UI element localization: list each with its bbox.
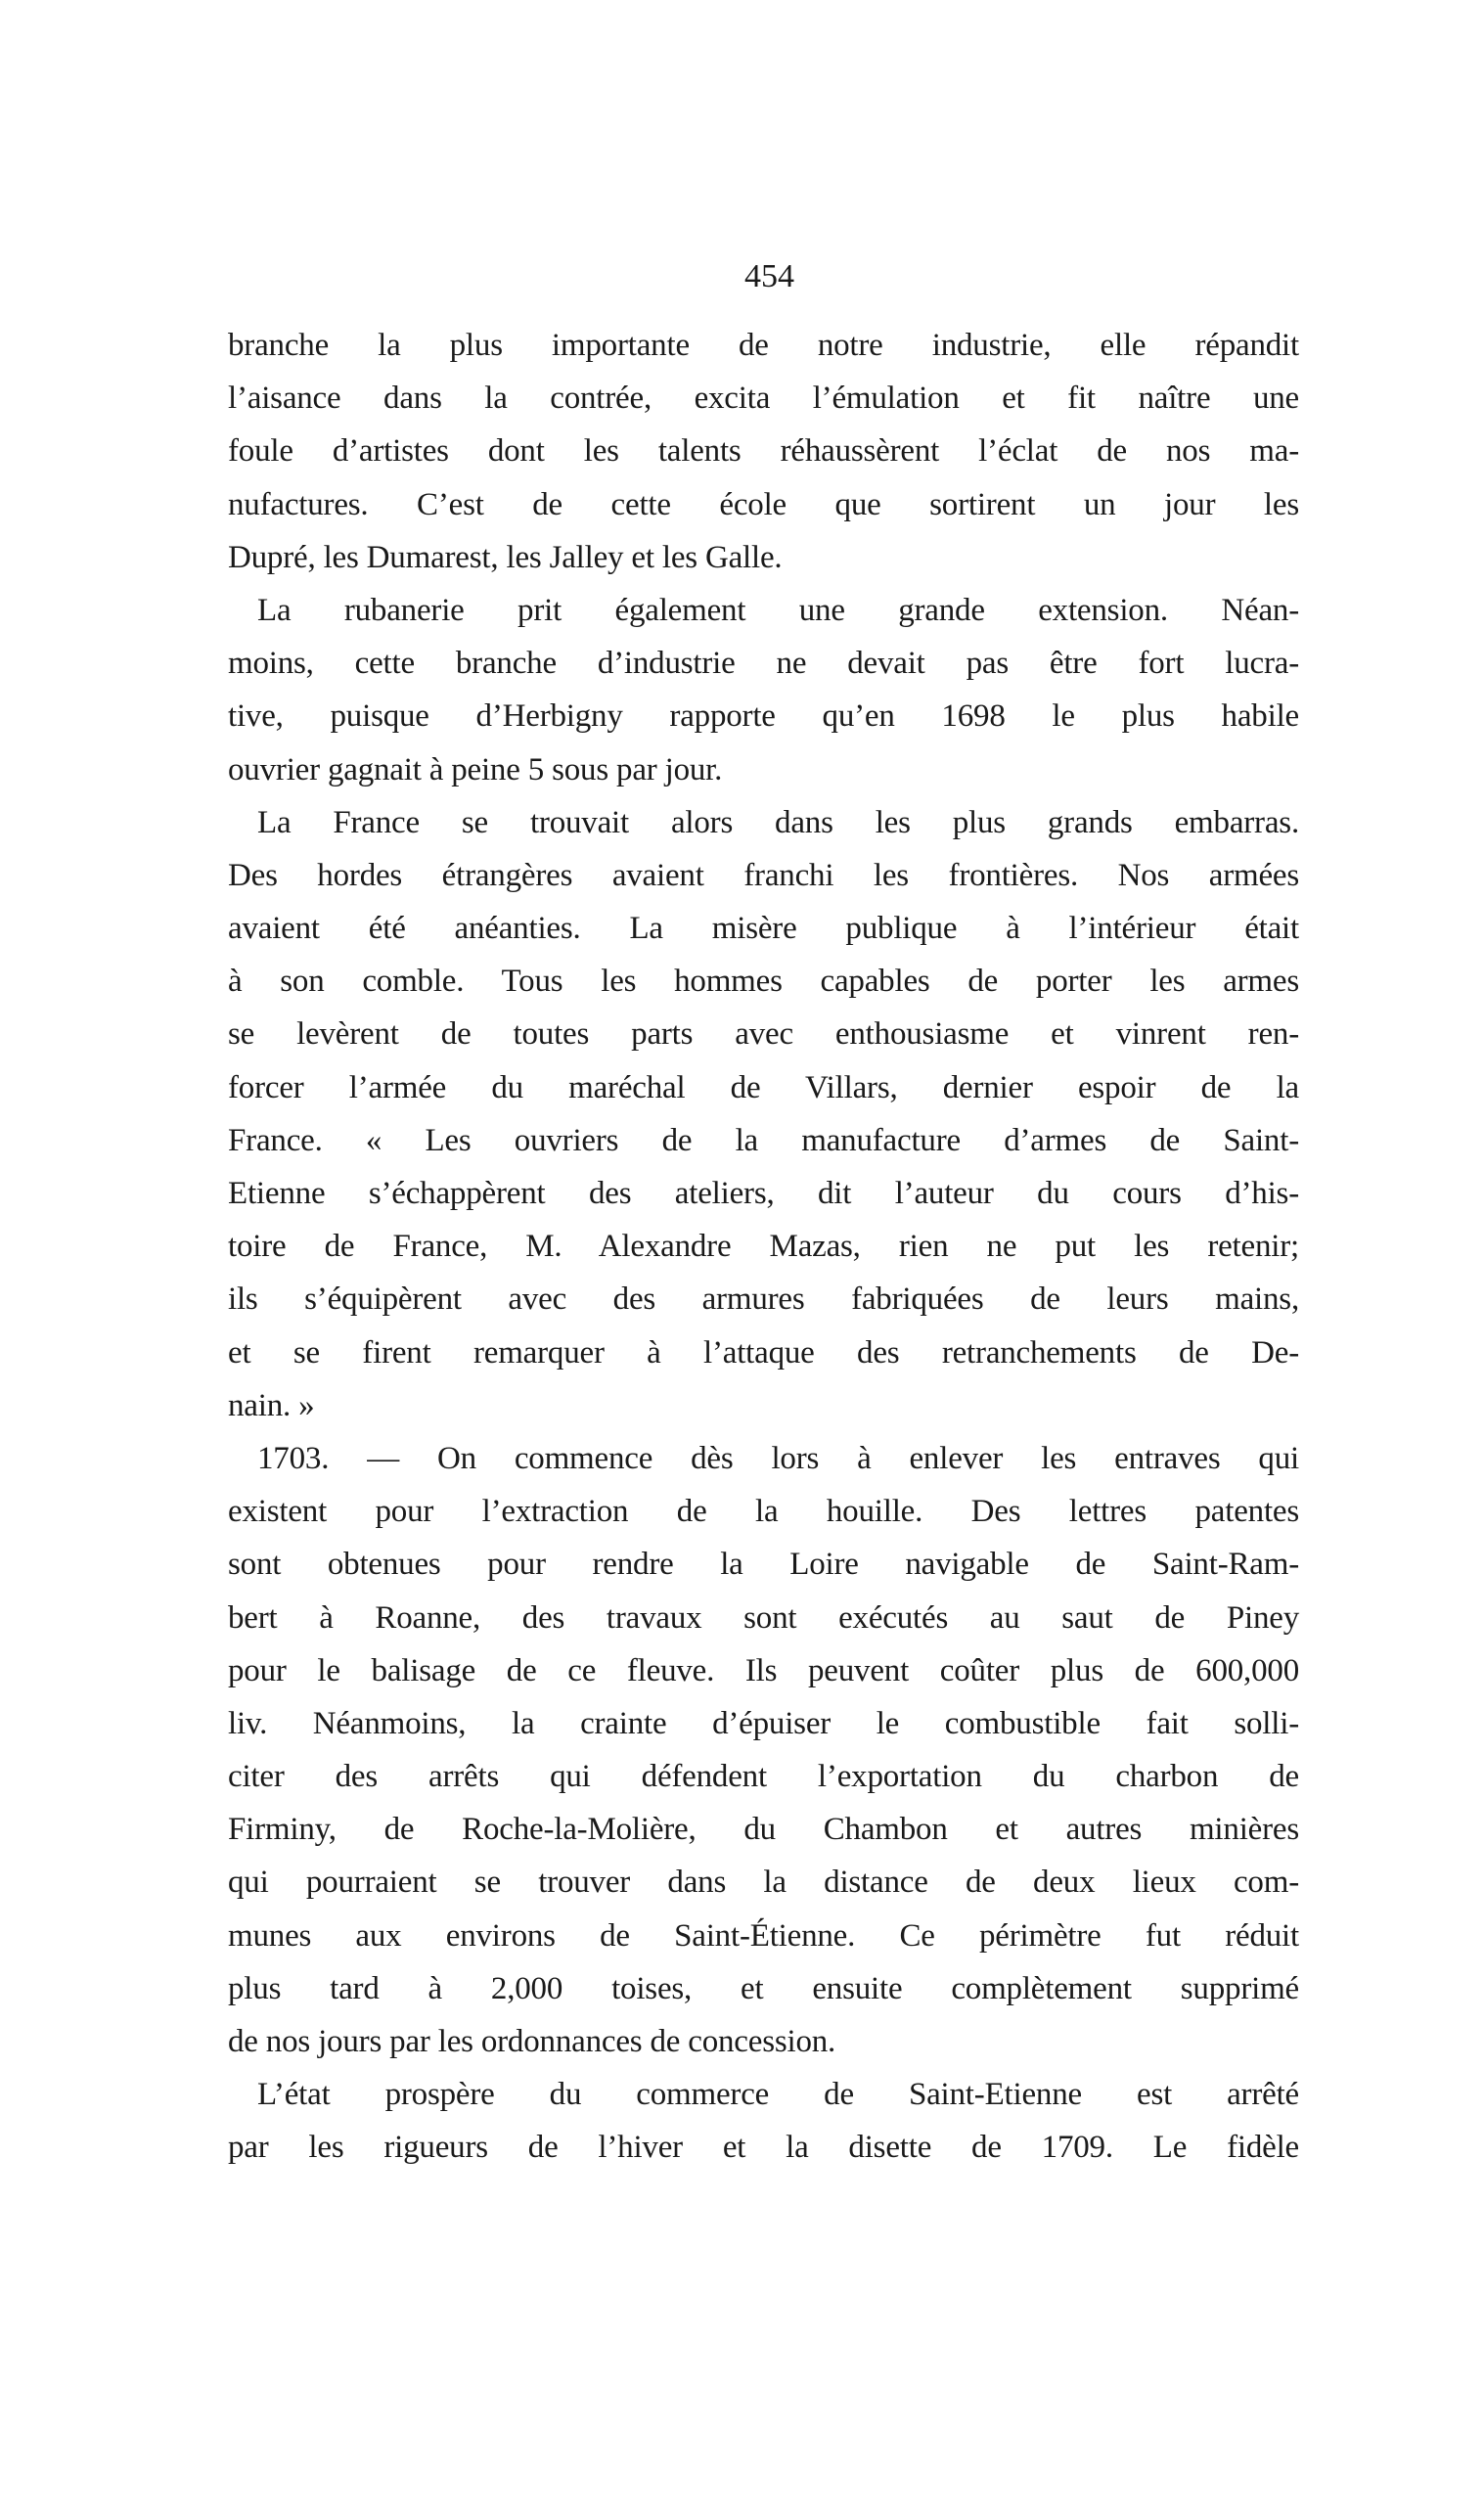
text-line: toire de France, M. Alexandre Mazas, rien ne put les retenir;	[228, 1229, 1299, 1265]
text-line: avaient été anéanties. La misère publique à l’intérieur était	[228, 911, 1299, 947]
text-line: La France se trouvait alors dans les plus grands embarras.	[257, 804, 1299, 840]
text-line: forcer l’armée du maréchal de Villars, dernier espoir de la	[228, 1069, 1299, 1105]
text-line: tive, puisque d’Herbigny rapporte qu’en 1698 le plus habile	[228, 698, 1299, 735]
text-line: citer des arrêts qui défendent l’exportation du charbon de	[228, 1759, 1299, 1795]
text-line: plus tard à 2,000 toises, et ensuite complètement supprimé	[228, 1970, 1299, 2006]
text-line: bert à Roanne, des travaux sont exécutés au saut de Piney	[228, 1599, 1299, 1636]
text-line: foule d’artistes dont les talents réhaussèrent l’éclat de nos ma-	[228, 433, 1299, 470]
body-text	[228, 319, 1299, 2175]
text-line: Des hordes étrangères avaient franchi les frontières. Nos armées	[228, 857, 1299, 893]
paragraph	[228, 319, 1299, 584]
text-line: Dupré, les Dumarest, les Jalley et les Galle.	[228, 539, 783, 575]
paragraph	[228, 584, 1299, 796]
text-line: France. « Les ouvriers de la manufacture d’armes de Saint-	[228, 1122, 1299, 1158]
text-line: branche la plus importante de notre industrie, elle répandit	[228, 328, 1299, 363]
text-line: L’état prospère du commerce de Saint-Etienne est arrêté	[257, 2077, 1299, 2113]
paragraph	[228, 1432, 1299, 2068]
text-line: sont obtenues pour rendre la Loire navigable de Saint-Ram-	[228, 1547, 1299, 1583]
text-line: nain. »	[228, 1387, 315, 1423]
text-line: existent pour l’extraction de la houille. Des lettres patentes	[228, 1494, 1299, 1530]
text-line: l’aisance dans la contrée, excita l’émulation et fit naître une	[228, 381, 1299, 417]
text-line: qui pourraient se trouver dans la distance de deux lieux com-	[228, 1865, 1299, 1901]
text-line: La rubanerie prit également une grande extension. Néan-	[257, 592, 1299, 628]
text-line: ouvrier gagnait à peine 5 sous par jour.	[228, 751, 723, 787]
text-line: liv. Néanmoins, la crainte d’épuiser le combustible fait solli-	[228, 1705, 1299, 1741]
text-line: par les rigueurs de l’hiver et la disette de 1709. Le fidèle	[228, 2130, 1299, 2166]
page-number: 454	[744, 258, 794, 294]
text-line: munes aux environs de Saint-Étienne. Ce périmètre fut réduit	[228, 1917, 1299, 1954]
text-line: 1703. — On commence dès lors à enlever les entraves qui	[257, 1440, 1299, 1476]
text-line: se levèrent de toutes parts avec enthousiasme et vinrent ren-	[228, 1016, 1299, 1053]
paragraph	[228, 2068, 1299, 2174]
text-line: à son comble. Tous les hommes capables de porter les armes	[228, 964, 1299, 1000]
text-line: de nos jours par les ordonnances de concession.	[228, 2024, 836, 2059]
text-line: et se firent remarquer à l’attaque des retranchements de De-	[228, 1334, 1299, 1371]
text-line: Etienne s’échappèrent des ateliers, dit l’auteur du cours d’his-	[228, 1176, 1299, 1211]
text-line: moins, cette branche d’industrie ne devait pas être fort lucra-	[228, 646, 1299, 682]
text-line: Firminy, de Roche-la-Molière, du Chambon et autres minières	[228, 1812, 1299, 1848]
paragraph	[228, 796, 1299, 1432]
text-line: ils s’équipèrent avec des armures fabriquées de leurs mains,	[228, 1281, 1299, 1318]
text-line: nufactures. C’est de cette école que sortirent un jour les	[228, 486, 1299, 522]
text-line: pour le balisage de ce fleuve. Ils peuvent coûter plus de 600,000	[228, 1652, 1299, 1688]
